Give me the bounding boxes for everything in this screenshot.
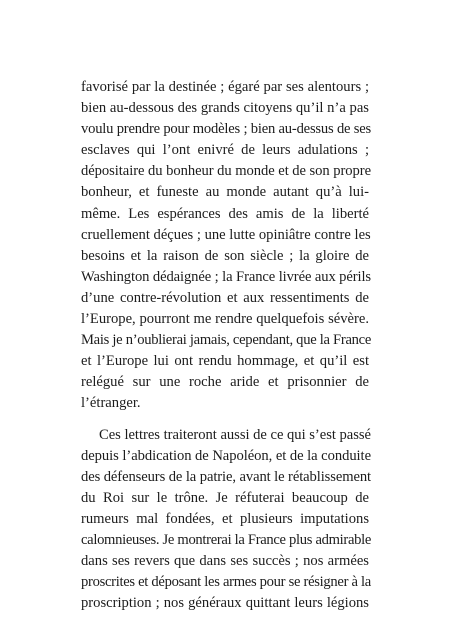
- paragraph-2: [81, 425, 372, 615]
- text-line: des défenseurs de la patrie, avant le rétablissement: [81, 468, 372, 485]
- paragraph-spacer: [81, 415, 369, 425]
- text-line: esclaves qui l’ont enivré de leurs adulations ;: [81, 142, 369, 159]
- text-line: relégué sur une roche aride et prisonnier de: [81, 374, 369, 391]
- text-line: favorisé par la destinée ; égaré par ses alentours ;: [81, 79, 369, 95]
- text-line: proscrites et déposant les armes pour se résigner à la: [81, 574, 371, 591]
- paragraph-1: [81, 77, 372, 415]
- text-line: dépositaire du bonheur du monde et de son propre: [81, 163, 372, 180]
- text-line: proscription ; nos généraux quittant leurs légions: [81, 595, 369, 612]
- text-line: besoins et la raison de son siècle ; la gloire de: [81, 247, 369, 264]
- text-line: et l’Europe lui ont rendu hommage, et qu’il est: [81, 353, 369, 370]
- text-line: Ces lettres traiteront aussi de ce qui s’est passé: [99, 426, 371, 443]
- text-line: voulu prendre pour modèles ; bien au-dessus de ses: [81, 121, 372, 138]
- text-line: l’Europe, pourront me rendre quelquefois sévère.: [81, 311, 369, 328]
- text-line: calomnieuses. Je montrerai la France plus admirable: [81, 531, 371, 548]
- text-line: bien au-dessous des grands citoyens qu’il n’a pas: [81, 100, 369, 117]
- text-line: Mais je n’oublierai jamais, cependant, que la France: [81, 332, 372, 349]
- text-line: dans ses revers que dans ses succès ; nos armées: [81, 553, 369, 570]
- text-line: Washington dédaignée ; la France livrée aux périls: [81, 268, 372, 285]
- body-text: [81, 77, 372, 614]
- text-line: du Roi sur le trône. Je réfuterai beaucoup de: [81, 489, 369, 506]
- text-line: rumeurs mal fondées, et plusieurs imputations: [81, 510, 369, 527]
- text-line: même. Les espérances des amis de la liberté: [81, 205, 369, 222]
- text-line: cruellement déçues ; une lutte opiniâtre contre les: [81, 226, 371, 243]
- text-line: d’une contre-révolution et aux ressentiments de: [81, 289, 369, 306]
- text-line: depuis l’abdication de Napoléon, et de la conduite: [81, 447, 371, 464]
- text-line: l’étranger.: [81, 395, 141, 412]
- text-line: bonheur, et funeste au monde autant qu’à lui-: [81, 184, 369, 201]
